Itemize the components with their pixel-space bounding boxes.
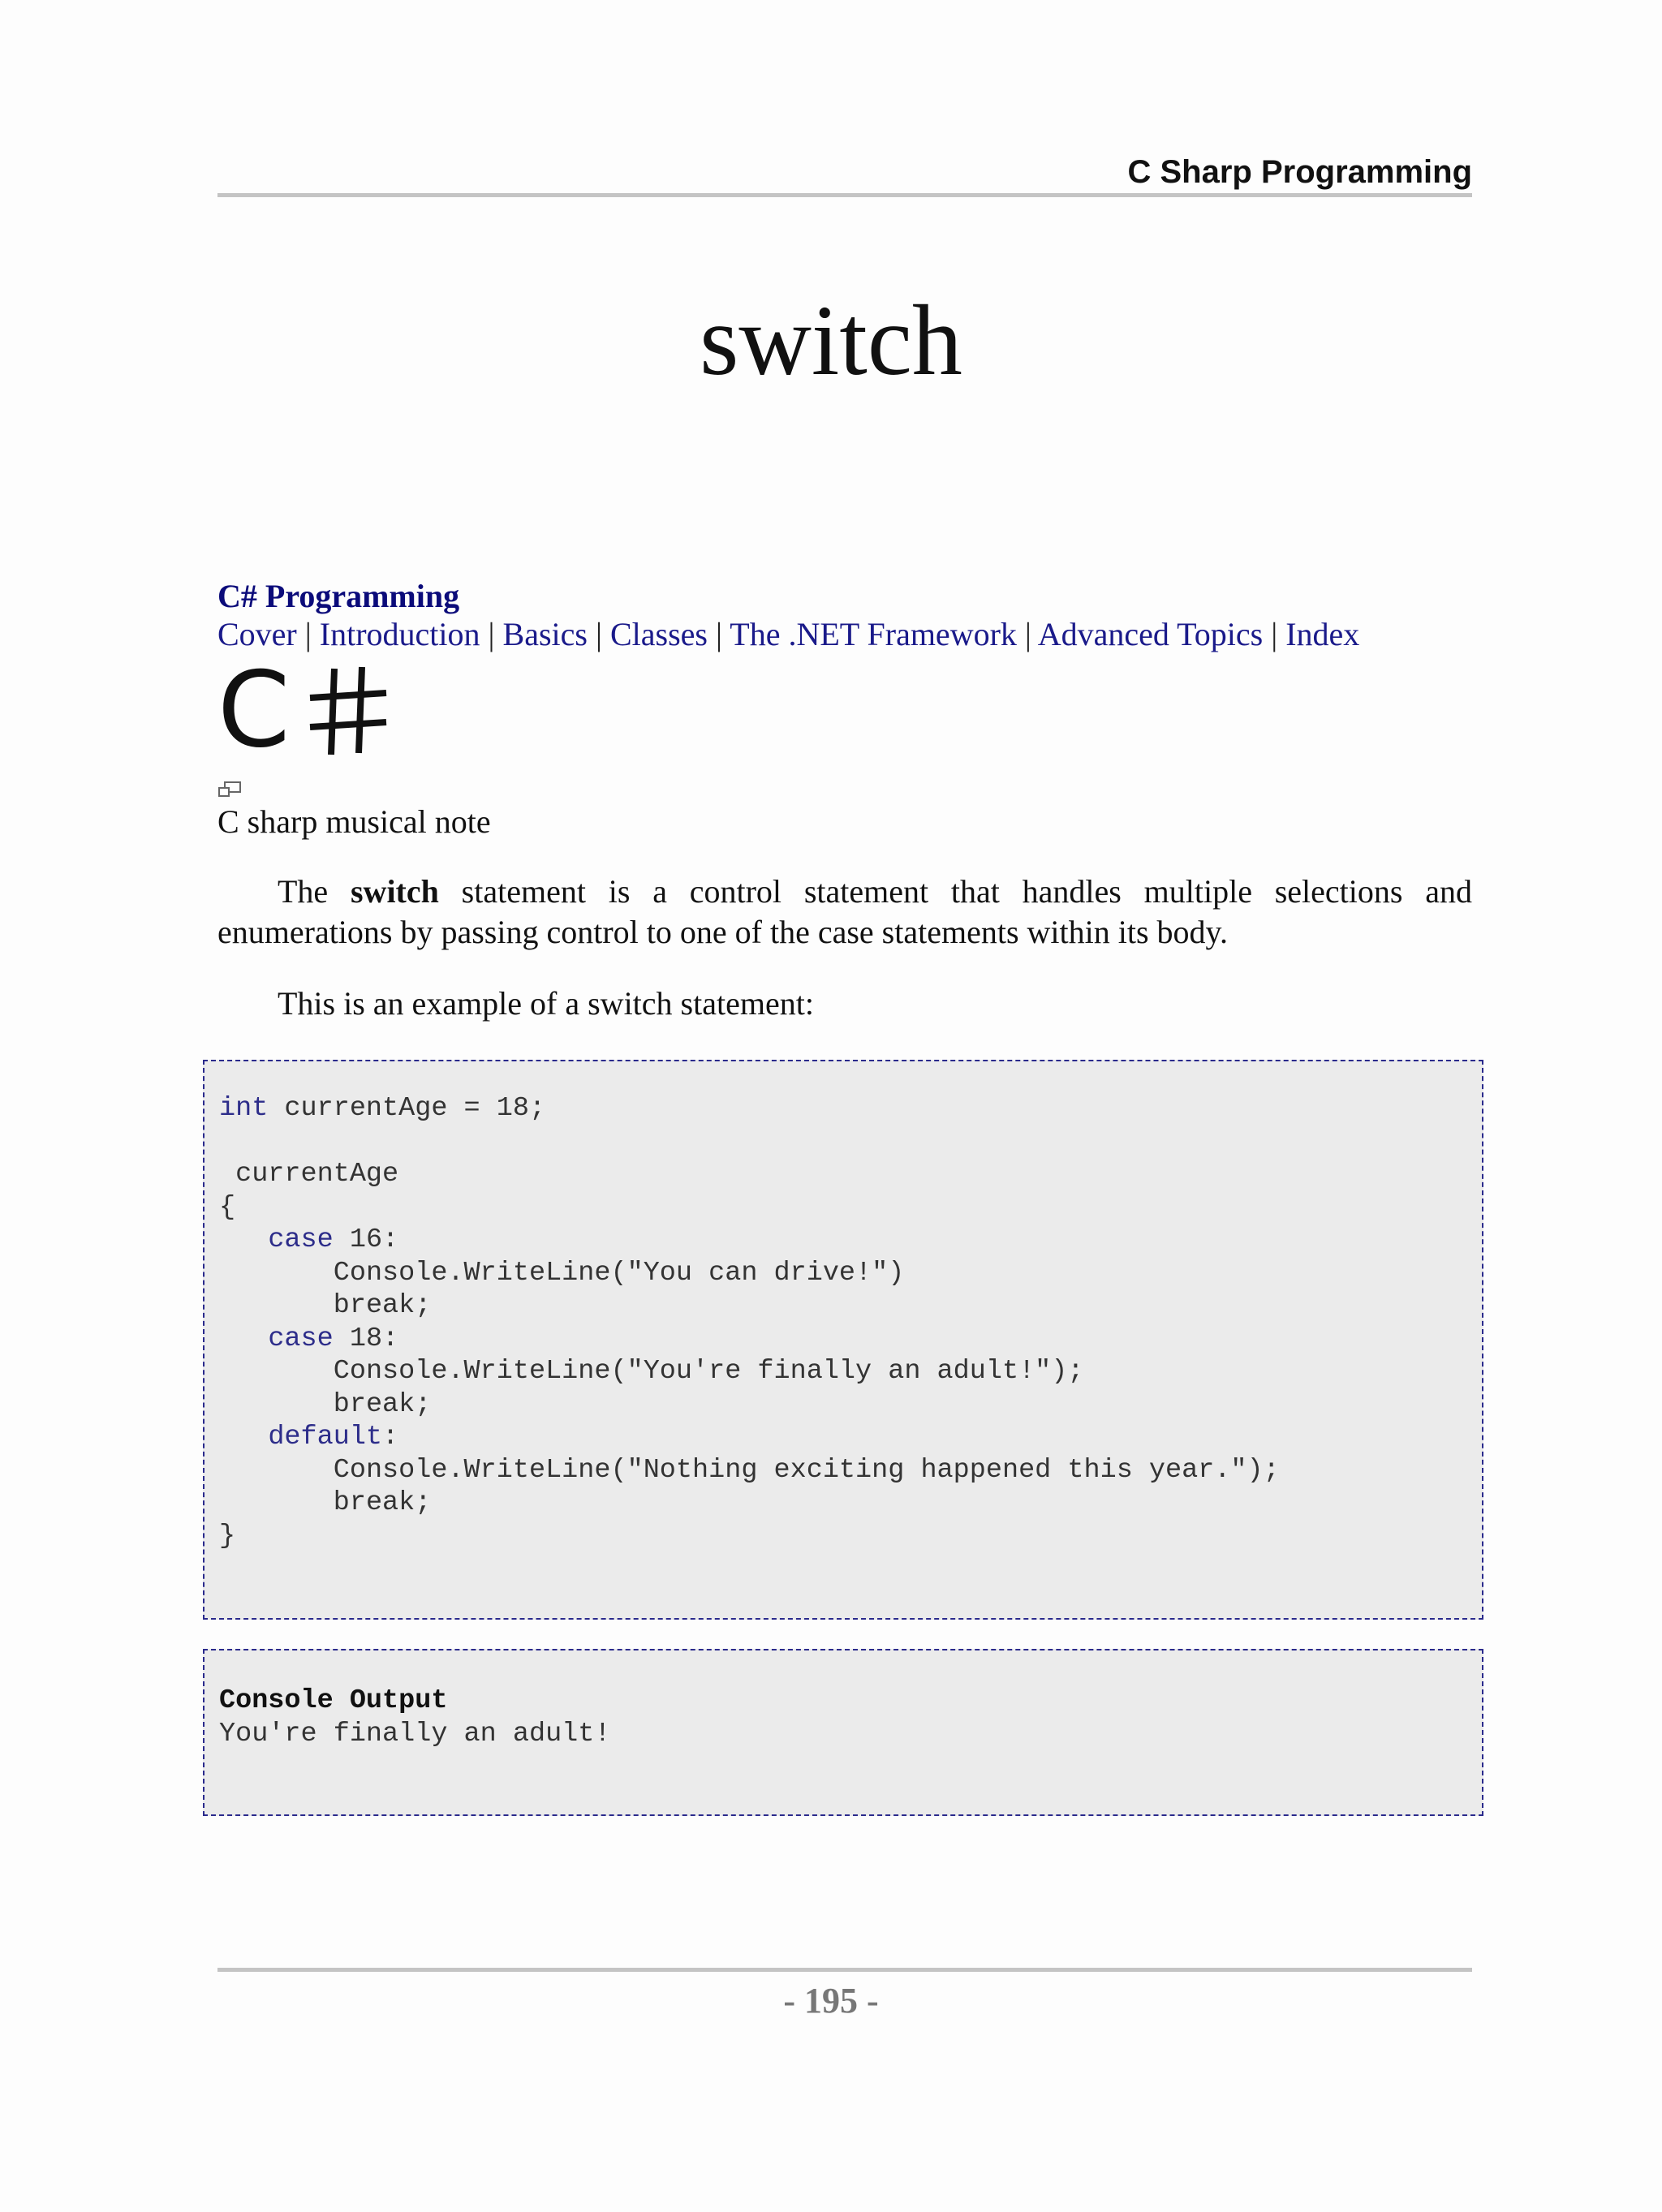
code-text: {: [219, 1191, 236, 1223]
nav-link-basics[interactable]: Basics: [502, 616, 588, 652]
intro-paragraph: [217, 871, 1472, 953]
page-title: switch: [700, 285, 962, 396]
nav-separator: |: [304, 616, 312, 652]
nav-link-introduction[interactable]: Introduction: [319, 616, 480, 652]
nav-link-net-framework[interactable]: The .NET Framework: [730, 616, 1017, 652]
code-text: currentAge = 18;: [268, 1093, 546, 1124]
code-text: break;: [333, 1388, 432, 1420]
console-output-title: Console Output: [219, 1685, 448, 1716]
logo-letter: C: [217, 650, 291, 771]
code-text: Console.WriteLine("You're finally an adult!");: [333, 1356, 1084, 1387]
nav-link-index[interactable]: Index: [1285, 616, 1360, 652]
code-keyword: case: [268, 1323, 334, 1354]
nav-separator: |: [715, 616, 722, 652]
footer-divider: [217, 1968, 1472, 1972]
nav-link-advanced-topics[interactable]: Advanced Topics: [1037, 616, 1264, 652]
code-text: currentAge: [219, 1159, 399, 1190]
enlarge-icon[interactable]: [217, 781, 242, 798]
console-output-text: You're finally an adult!: [219, 1718, 611, 1749]
code-listing: [219, 1092, 1280, 1552]
code-text: break;: [333, 1290, 432, 1321]
code-text: Console.WriteLine("You can drive!"): [333, 1257, 905, 1289]
header-divider: [217, 193, 1472, 197]
nav-separator: |: [488, 616, 495, 652]
code-text: :: [382, 1422, 399, 1452]
code-text: 16:: [333, 1224, 399, 1255]
book-navigation: [217, 614, 1516, 655]
code-keyword: int: [219, 1093, 269, 1124]
book-title: C# Programming: [217, 578, 460, 614]
code-text: 18:: [333, 1323, 399, 1354]
para-text: The: [278, 873, 351, 910]
keyword-switch: switch: [350, 873, 439, 910]
console-output: [219, 1685, 610, 1750]
nav-link-cover[interactable]: Cover: [217, 616, 297, 652]
nav-link-classes[interactable]: Classes: [609, 616, 708, 652]
nav-separator: |: [595, 616, 602, 652]
code-text: break;: [333, 1487, 432, 1518]
code-keyword: default: [268, 1422, 383, 1452]
sharp-sign-icon: [307, 665, 388, 756]
running-header: C Sharp Programming: [1127, 154, 1472, 190]
nav-separator: |: [1024, 616, 1031, 652]
para-text: statement is a control statement that handles multiple selections and enumerations by passing control to one of the case statements within its body.: [217, 873, 1473, 950]
code-text: }: [219, 1520, 236, 1551]
nav-separator: |: [1271, 616, 1278, 652]
image-caption: C sharp musical note: [217, 803, 491, 840]
code-block: [203, 1060, 1483, 1620]
console-output-block: [203, 1649, 1483, 1816]
page-number: - 195 -: [783, 1981, 879, 2020]
code-text: Console.WriteLine("Nothing exciting happened this year.");: [333, 1454, 1280, 1486]
csharp-logo[interactable]: [217, 650, 388, 771]
code-keyword: case: [268, 1224, 334, 1255]
example-intro: This is an example of a switch statement:: [278, 985, 814, 1022]
